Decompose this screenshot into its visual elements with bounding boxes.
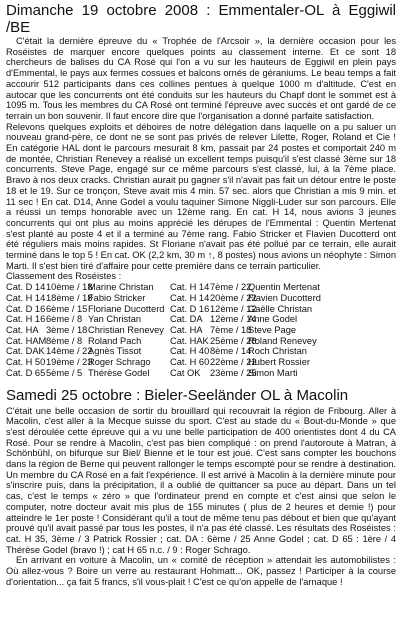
ranking-cell: Cat. DA xyxy=(170,314,203,325)
ranking-cell: 8ème / 14 xyxy=(210,346,252,357)
ranking-cell: Roger Schrago xyxy=(88,357,151,368)
ranking-cell: 5ème / 5 xyxy=(46,367,83,378)
ranking-cell: 25ème / 28 xyxy=(210,335,257,346)
article-2-title: Samedi 25 octobre : Bieler-Seeländer OL à Macolin xyxy=(6,386,349,404)
ranking-cell: Cat. DAK xyxy=(6,346,45,357)
ranking-cell: Anne Godel xyxy=(248,314,298,325)
ranking-cell: Flavien Ducotterd xyxy=(248,292,321,303)
ranking-cell: 23ème / 25 xyxy=(210,367,257,378)
ranking-cell: Cat. H 50 xyxy=(6,357,46,368)
ranking-cell: Yan Christan xyxy=(88,314,142,325)
ranking-cell: Cat. HAK xyxy=(170,335,209,346)
ranking-cell: 6ème / 15 xyxy=(46,303,88,314)
ranking-cell: Cat. H 14 xyxy=(170,282,210,293)
ranking-cell: Floriane Ducotterd xyxy=(88,303,165,314)
ranking-cell: Cat. D 16 xyxy=(6,303,46,314)
article-2-paragraph-2: En arrivant en voiture à Macolin, un « comité de réception » attendait les automobilistes : Où allez-vous ? Boire un verre au restaurant Hohmatt... OK, passez ! Participer à la course d'orientation... ça fait 5 francs, s'il vous-plait ! C'est ce qu'on appelle de l'arnaque ! xyxy=(6,555,396,587)
ranking-cell: Thérèse Godel xyxy=(88,367,150,378)
article-1-paragraph-1: C'était la dernière épreuve du « Trophée de l'Arcsoir », la dernière occasion pour les Roséistes de marquer encore quelques points au classement interne. Et ce sont 18 chercheurs de balises du CA Rosé qui l'on a vu sur les hauteurs de Eggiwil en plein pays d'Emmental, le pays aux fermes cossues et balcons ornés de géraniums. Le beau temps a fait accourir 512 participants dans ces collines pentues à quelque 1000 m d'altitude. C'est en autocar que les concurrents ont été conduits sur les hauteurs du Chapf dont le sommet est à 1095 m. Tous les membres du CA Rosé ont terminé l'épreuve avec succès et ont gardé de ce terrain un bon souvenir. Il faut encore dire que l'organisation a donné parfaite satisfaction. xyxy=(6,36,396,121)
article-1-paragraph-2: Relevons quelques exploits et déboires de notre délégation dans laquelle on a pu saluer un nouveau grand-père, ce dont ne se sont pas privés de relever Lilette, Roger, Roland et Cie ! En catégorie HAL dont le parcours mesurait 8 km, passait par 24 postes et comportait 240 m de montée, Christian Renevey a réalisé un excellent temps puisqu'il s'est classé 3ème sur 18 concurrents. Steve Page, engagé sur ce même parcours s'est classé, lui, à la 7ème place. Bravo à nos deux cracks. Christian aurait pu gagner s'il n'avait pas fait un détour entre le poste 18 et le 19. Sur ce tronçon, Steve avait mis 4 min. 57 sec. alors que Christian a mis 9 min. et 11 sec ! En cat. D14, Anne Godel a voulu taquiner Simone Niggli-Luder sur son parcours. Elle a réussi un temps honorable avec un 12ème rang. En cat. H 14, nous avions 3 jeunes concurrents qui ont plus au moins apprécié les dérupes de l'Emmental : Quentin Mertenat s'est planté au poste 4 et il a terminé au 7ème rang. Fabio Stricker et Flavien Ducotterd ont été réguliers mais moins rapides. St Floriane n'avait pas été pollué par ce terrain, elle aurait terminé dans le top 5 ! En cat. OK (2,2 km, 30 m ↑, 8 postes) nous avions un néophyte : Simon Marti. Il s'est bien tiré d'affaire pour cette première dans ce terrain particulier. xyxy=(6,121,396,271)
newsletter-page xyxy=(6,0,396,587)
ranking-cell: Cat. H 14 xyxy=(6,292,46,303)
ranking-table xyxy=(6,282,396,378)
ranking-cell: Cat. HA xyxy=(6,324,39,335)
ranking-cell: Cat. HA xyxy=(170,324,203,335)
ranking-cell: Cat. H 40 xyxy=(170,346,210,357)
ranking-cell: Cat. HAM xyxy=(6,335,47,346)
ranking-cell: Cat OK xyxy=(170,367,201,378)
ranking-cell: 20ème / 22 xyxy=(210,292,257,303)
ranking-title: Classement des Roséistes : xyxy=(6,271,122,282)
ranking-cell: 12ème / 12 xyxy=(210,303,257,314)
ranking-cell: Roland Pach xyxy=(88,335,142,346)
ranking-cell: Simon Marti xyxy=(248,367,298,378)
ranking-cell: 14ème / 22 xyxy=(46,346,93,357)
ranking-cell: 12ème / 14 xyxy=(210,314,257,325)
ranking-cell: Gaëlle Christan xyxy=(248,303,313,314)
ranking-cell: Cat. H 16 xyxy=(6,314,46,325)
ranking-cell: 7ème / 18 xyxy=(210,324,252,335)
ranking-cell: Roland Renevey xyxy=(248,335,317,346)
ranking-cell: 22ème / 22 xyxy=(210,357,257,368)
ranking-cell: Hubert Rossier xyxy=(248,357,311,368)
ranking-cell: Agnès Tissot xyxy=(88,346,142,357)
ranking-cell: Cat. D 65 xyxy=(6,367,46,378)
ranking-cell: Roch Christan xyxy=(248,346,307,357)
article-1-title: Dimanche 19 octobre 2008 : Emmentaler-OL à Eggiwil /BE xyxy=(6,2,396,36)
ranking-cell: Quentin Mertenat xyxy=(248,282,320,293)
ranking-cell: 10ème / 18 xyxy=(46,282,93,293)
article-2-paragraph-1: C'était une belle occasion de sortir du brouillard qui recouvrait la région de Fribourg. Aller à Macolin, c'est aller à la Mecque suisse du sport. C'est au stade du « Bout-du-Monde » que s'est déroulée cette épreuve qui a vu une belle participation de 400 orientistes dont 4 du CA Rosé. Pour se rendre à Macolin, c'est pas bien compliqué : on prend l'autoroute à Matran, à Schönbühl, on bifurque sur Biel/ Bienne et le tour est joué. C'est sans compter les bouchons dans la région de Berne qui peuvent rallonger le temps escompté pour se rendre à destination. Un membre du CA Rosé en a fait l'expérience. Il est arrivé à Macolin à la dernière minute pour s'inscrire puis, dans la précipitation, il a oublié de quittancer sa puce au départ. Dans un tel cas, c'est le temps « zéro » que l'ordinateur prend en compte et c'est ainsi que selon le computer, notre docteur avait mis plus de 155 minutes ( plus de 2 heures et demie !) pour atteindre le 1er poste ! Considérant qu'il a tout de même tenu pas débout et bien que qu'ayant prouvé qu'il avait passé par tous les postes, il n'a pas été classé. Les résultats des Roséistes : cat. H 35, 3ème / 3 Patrick Rossier ; cat. DA : 6ème / 25 Anne Godel ; cat. D 65 : 1ère / 4 Thérèse Godel (bravo !) ; cat H 65 n.c. / 9 : Roger Schrago. xyxy=(6,405,396,555)
ranking-cell: 6ème / 8 xyxy=(46,314,83,325)
ranking-cell: Cat. H 60 xyxy=(170,357,210,368)
ranking-cell: Fabio Stricker xyxy=(88,292,146,303)
ranking-cell: 18ème / 18 xyxy=(46,292,93,303)
ranking-cell: 7ème / 22 xyxy=(210,282,252,293)
ranking-cell: 8ème / 8 xyxy=(46,335,83,346)
ranking-cell: Steve Page xyxy=(248,324,297,335)
ranking-cell: 3ème / 18 xyxy=(46,324,88,335)
ranking-cell: Christian Renevey xyxy=(88,324,164,335)
ranking-cell: Marine Christan xyxy=(88,282,154,293)
ranking-cell: Cat. D 14 xyxy=(6,282,46,293)
ranking-cell: Cat. H 14 xyxy=(170,292,210,303)
ranking-cell: Cat. D 16 xyxy=(170,303,210,314)
ranking-cell: 19ème / 23 xyxy=(46,357,93,368)
